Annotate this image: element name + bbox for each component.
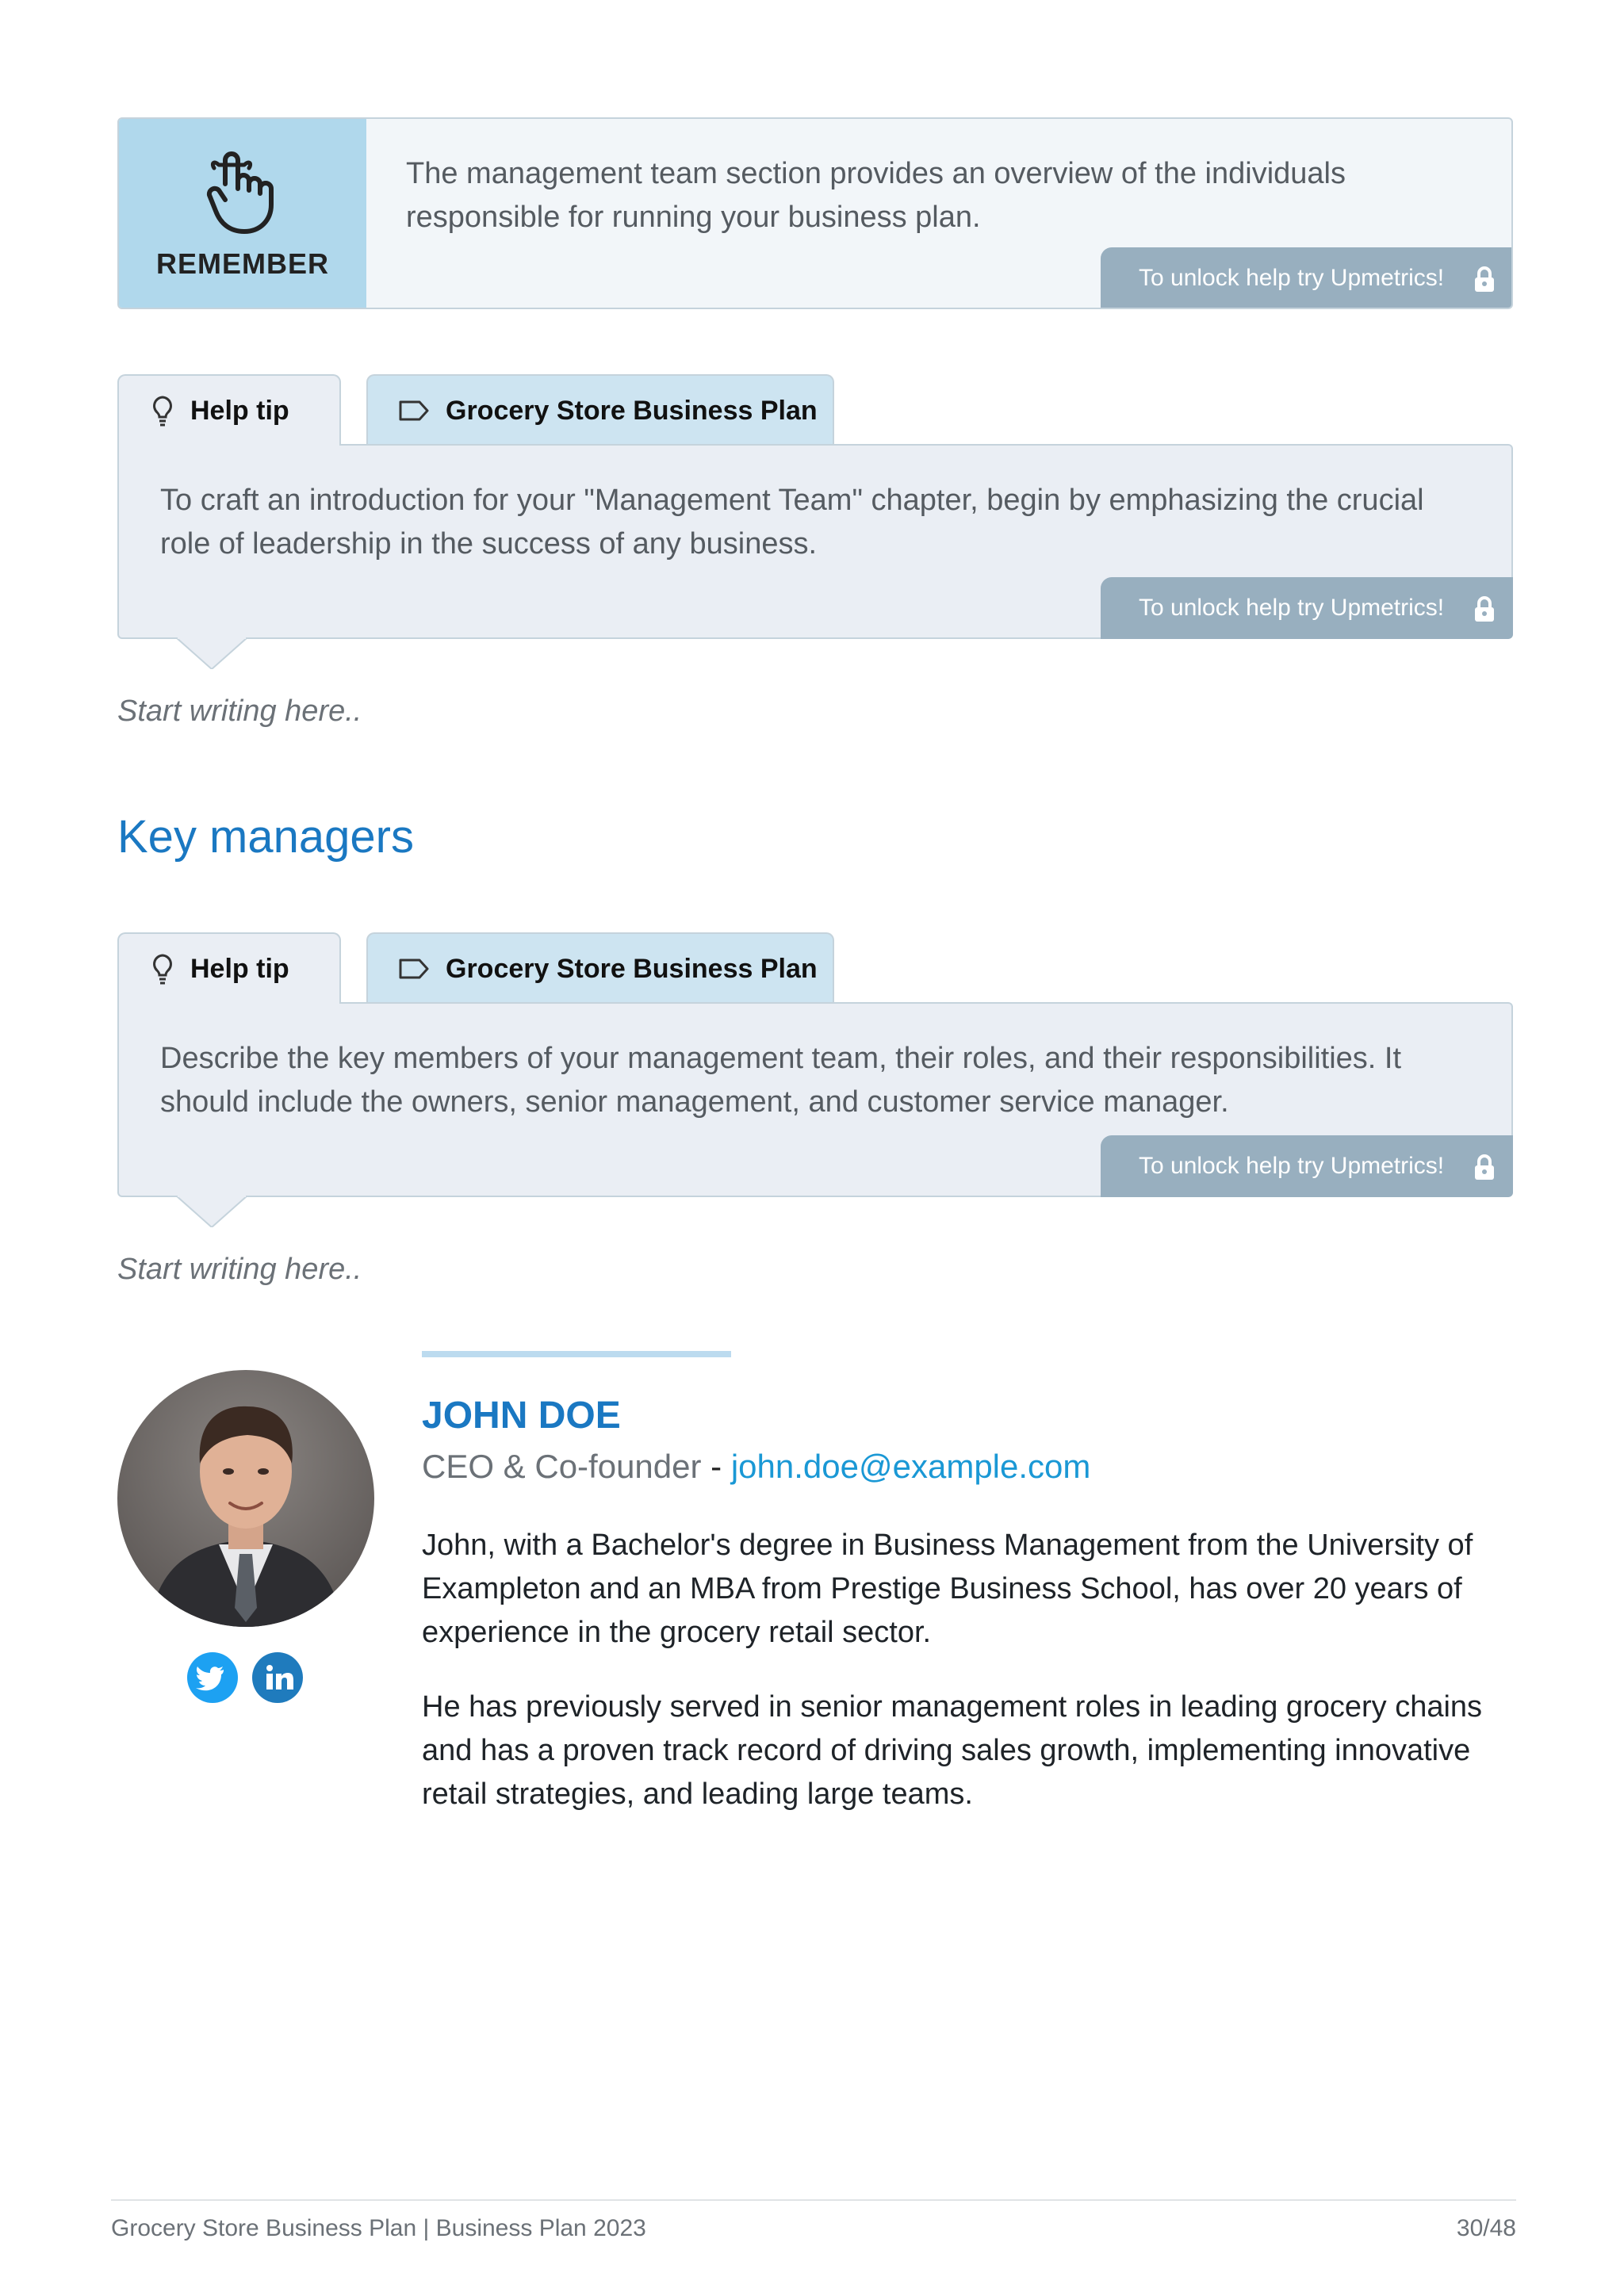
tab-help-label: Help tip <box>190 395 289 426</box>
unlock-button[interactable] <box>1101 247 1513 309</box>
avatar <box>117 1370 374 1627</box>
tab-help-label: Help tip <box>190 953 289 984</box>
help-tip-text: To craft an introduction for your "Management Team" chapter, begin by emphasizing the crucial role of leadership in the success of any business. <box>160 484 1424 561</box>
section-title: Key managers <box>117 811 414 863</box>
tab-plan-label: Grocery Store Business Plan <box>446 953 818 984</box>
finger-string-icon <box>201 149 278 236</box>
writing-placeholder[interactable]: Start writing here.. <box>117 695 362 728</box>
help-tip-text: Describe the key members of your management team, their roles, and their responsibilities. It should include the owners, senior management, and customer service manager. <box>160 1042 1402 1119</box>
profile-divider <box>422 1351 731 1357</box>
lock-icon <box>1473 266 1496 292</box>
tab-plan[interactable] <box>366 374 834 446</box>
tab-help-tip[interactable] <box>117 932 341 1004</box>
page-number: 30/48 <box>1456 2215 1516 2241</box>
tag-icon <box>398 957 430 981</box>
lock-icon <box>1473 596 1496 622</box>
lightbulb-icon <box>151 395 174 427</box>
person-bio-paragraph: He has previously served in senior management roles in leading grocery chains and has a proven track record of driving sales growth, implementing innovative retail strategies, and leading large teams. <box>422 1690 1483 1811</box>
remember-text: The management team section provides an overview of the individuals responsible for running your business plan. <box>406 157 1346 234</box>
unlock-label: To unlock help try Upmetrics! <box>1139 595 1445 621</box>
person-email-link[interactable]: john.doe@example.com <box>730 1448 1091 1485</box>
unlock-label: To unlock help try Upmetrics! <box>1139 265 1445 291</box>
lightbulb-icon <box>151 953 174 985</box>
unlock-button[interactable] <box>1101 577 1513 639</box>
role-separator: - <box>701 1448 731 1485</box>
unlock-button[interactable] <box>1101 1135 1513 1197</box>
callout-pointer <box>176 637 247 669</box>
tab-help-tip[interactable] <box>117 374 341 446</box>
remember-label: REMEMBER <box>155 247 329 280</box>
person-role: CEO & Co-founder <box>422 1448 702 1485</box>
person-name: JOHN DOE <box>422 1395 621 1437</box>
callout-pointer <box>176 1196 247 1227</box>
person-role-line <box>422 1448 1090 1486</box>
tab-plan[interactable] <box>366 932 834 1004</box>
tag-icon <box>398 399 430 423</box>
footer-divider <box>111 2199 1516 2201</box>
remember-badge <box>119 119 366 308</box>
unlock-label: To unlock help try Upmetrics! <box>1139 1153 1445 1179</box>
linkedin-icon[interactable] <box>252 1652 303 1703</box>
help-tip-box <box>117 1002 1513 1197</box>
person-bio-paragraph: John, with a Bachelor's degree in Business Management from the University of Exampleton and an MBA from Prestige Business School, has over 20 years of experience in the grocery retail sector. <box>422 1529 1473 1649</box>
remember-box <box>117 117 1513 309</box>
footer-title: Grocery Store Business Plan | Business Plan 2023 <box>111 2215 646 2241</box>
writing-placeholder[interactable]: Start writing here.. <box>117 1253 362 1286</box>
twitter-icon[interactable] <box>187 1652 238 1703</box>
lock-icon <box>1473 1154 1496 1180</box>
help-tip-box <box>117 444 1513 639</box>
person-photo <box>117 1370 374 1627</box>
tab-plan-label: Grocery Store Business Plan <box>446 395 818 426</box>
